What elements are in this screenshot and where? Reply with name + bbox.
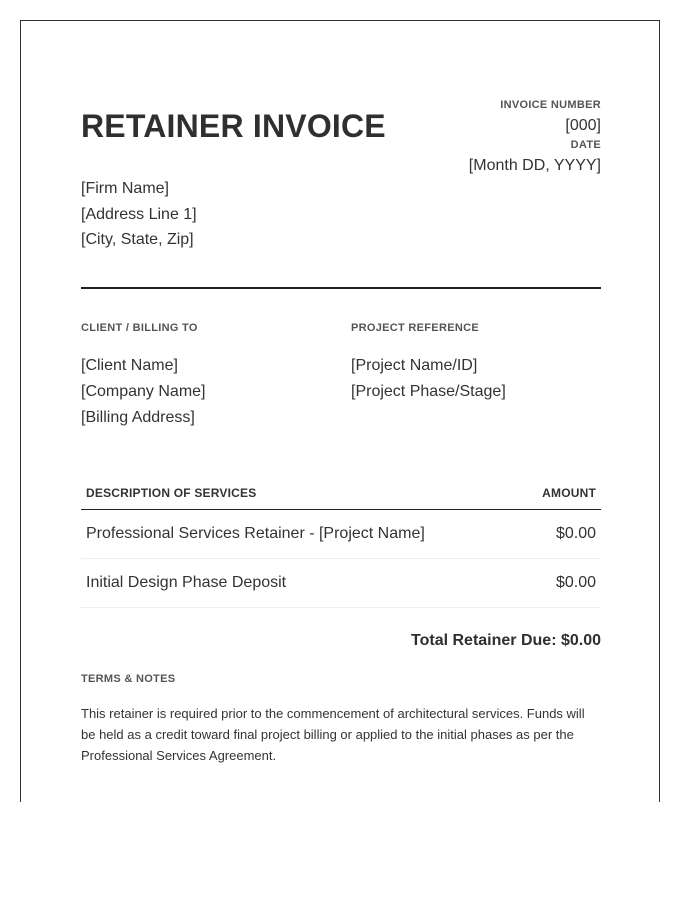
firm-city-state-zip: [City, State, Zip] xyxy=(81,231,194,248)
service-description: Initial Design Phase Deposit xyxy=(86,574,287,591)
invoice-date-label: DATE xyxy=(570,139,601,151)
terms-section xyxy=(81,672,601,766)
service-amount: $0.00 xyxy=(555,525,596,542)
total-retainer-due: Total Retainer Due: $0.00 xyxy=(411,632,601,649)
invoice-number-label: INVOICE NUMBER xyxy=(500,99,601,111)
client-billing-section xyxy=(81,321,341,431)
header-divider xyxy=(81,287,601,289)
client-name: [Client Name] xyxy=(81,357,178,374)
invoice-page xyxy=(20,20,660,802)
service-amount: $0.00 xyxy=(555,574,596,591)
services-table xyxy=(81,483,601,608)
service-description: Professional Services Retainer - [Project Name] xyxy=(86,525,425,542)
table-row xyxy=(81,510,601,559)
invoice-title: RETAINER INVOICE xyxy=(81,108,386,144)
firm-address-block xyxy=(81,176,197,253)
client-billing-address: [Billing Address] xyxy=(81,409,195,426)
client-billing-label: CLIENT / BILLING TO xyxy=(81,322,198,334)
services-table-header xyxy=(81,483,601,510)
invoice-number-value: [000] xyxy=(565,117,601,134)
project-reference-label: PROJECT REFERENCE xyxy=(351,322,479,334)
project-reference-section xyxy=(351,321,601,405)
project-name: [Project Name/ID] xyxy=(351,357,478,374)
table-row xyxy=(81,559,601,608)
project-phase: [Project Phase/Stage] xyxy=(351,383,506,400)
invoice-date-value: [Month DD, YYYY] xyxy=(468,157,601,174)
terms-text: This retainer is required prior to the commencement of architectural services. Funds will be held as a credit toward final project billing or applied to the initial phases as per the Professional Services Agreement. xyxy=(81,706,585,763)
invoice-meta xyxy=(341,98,601,176)
terms-label: TERMS & NOTES xyxy=(81,673,176,685)
client-company-name: [Company Name] xyxy=(81,383,206,400)
firm-name: [Firm Name] xyxy=(81,180,169,197)
amount-header: AMOUNT xyxy=(542,486,596,500)
description-header: DESCRIPTION OF SERVICES xyxy=(86,486,257,500)
firm-address-line-1: [Address Line 1] xyxy=(81,205,197,223)
